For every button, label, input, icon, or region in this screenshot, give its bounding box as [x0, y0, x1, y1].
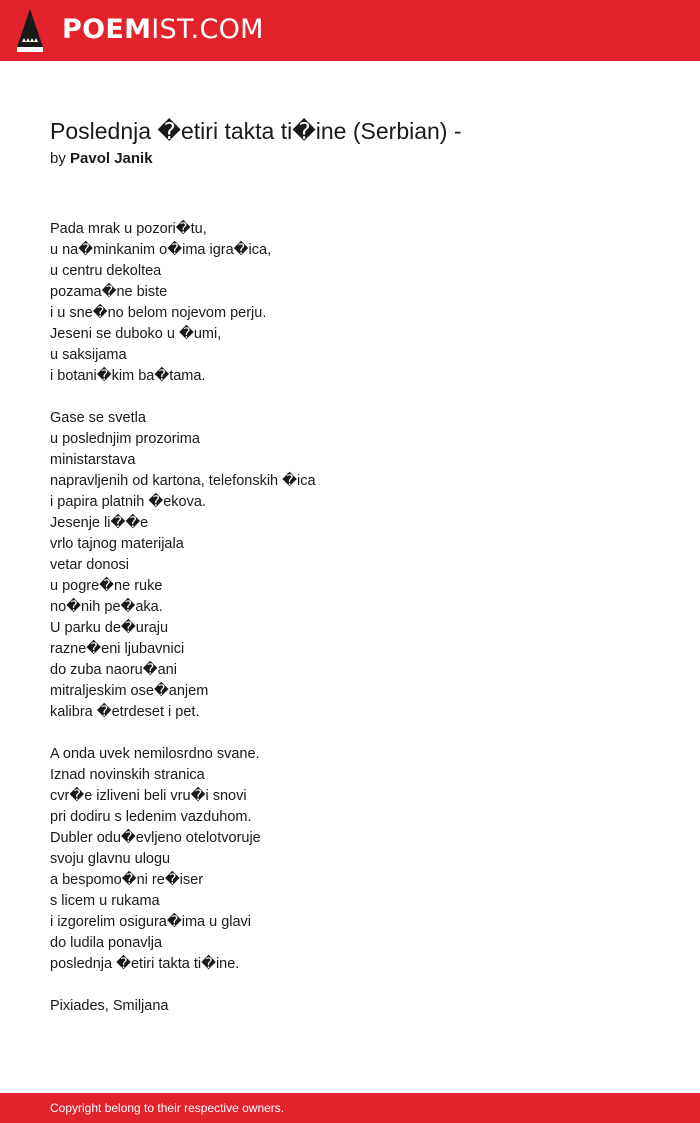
poem-line: Dubler odu�evljeno otelotvoruje	[50, 830, 261, 846]
poem-line: Iznad novinskih stranica	[50, 767, 205, 783]
copyright-notice: Copyright belong to their respective owners.	[50, 1101, 285, 1115]
poem-line: svoju glavnu ulogu	[50, 851, 171, 867]
logo-light-text: IST.COM	[151, 14, 264, 45]
poem-line: kalibra �etrdeset i pet.	[50, 704, 200, 720]
author-name: Pavol Janik	[70, 150, 153, 167]
poem-line: a bespomo�ni re�iser	[50, 872, 204, 888]
poem-line: Jeseni se duboko u �umi,	[50, 326, 222, 342]
poem-line: vrlo tajnog materijala	[50, 536, 184, 552]
poem-line: A onda uvek nemilosrdno svane.	[50, 746, 260, 762]
poem-line: vetar donosi	[50, 557, 129, 573]
poem-line: u poslednjim prozorima	[50, 431, 200, 447]
site-header	[0, 0, 700, 61]
poem-line: cvr�e izliveni beli vru�i snovi	[50, 788, 247, 804]
poem-stanza	[50, 219, 316, 387]
poem-line: i botani�kim ba�tama.	[50, 368, 206, 384]
poem-body	[50, 219, 316, 1017]
by-label: by	[50, 150, 66, 167]
poem-line: U parku de�uraju	[50, 620, 169, 636]
poem-line: pri dodiru s ledenim vazduhom.	[50, 809, 252, 825]
poem-line: mitraljeskim ose�anjem	[50, 683, 209, 699]
poem-signature: Pixiades, Smiljana	[50, 998, 169, 1014]
poem-line: napravljenih od kartona, telefonskih �ica	[50, 473, 316, 489]
poem-line: Gase se svetla	[50, 410, 146, 426]
site-logo[interactable]	[62, 13, 264, 47]
poem-line: Pada mrak u pozori�tu,	[50, 221, 207, 237]
poem-line: ministarstava	[50, 452, 136, 468]
poem-line: u na�minkanim o�ima igra�ica,	[50, 242, 272, 258]
poem-line: poslednja �etiri takta ti�ine.	[50, 956, 240, 972]
logo-bold-text: POEM	[62, 14, 152, 45]
poem-line: u centru dekoltea	[50, 263, 162, 279]
poem-title: Poslednja �etiri takta ti�ine (Serbian) -	[50, 118, 462, 144]
poem-line: u pogre�ne ruke	[50, 578, 163, 594]
poem-line: razne�eni ljubavnici	[50, 641, 185, 657]
poem-line: no�nih pe�aka.	[50, 599, 163, 615]
poem-line: i u sne�no belom nojevom perju.	[50, 305, 267, 321]
poem-line: s licem u rukama	[50, 893, 160, 909]
poem-line: u saksijama	[50, 347, 127, 363]
poem-line: i izgorelim osigura�ima u glavi	[50, 914, 252, 930]
site-footer	[0, 1093, 700, 1123]
poem-stanza	[50, 744, 316, 975]
poem-line: i papira platnih �ekova.	[50, 494, 206, 510]
byline	[50, 148, 153, 169]
poem-line: Jesenje li��e	[50, 515, 149, 531]
poem-stanza	[50, 408, 316, 723]
poem-line: do zuba naoru�ani	[50, 662, 177, 678]
pencil-tip-icon[interactable]	[17, 9, 43, 52]
poem-line: pozama�ne biste	[50, 284, 168, 300]
poem-line: do ludila ponavlja	[50, 935, 163, 951]
